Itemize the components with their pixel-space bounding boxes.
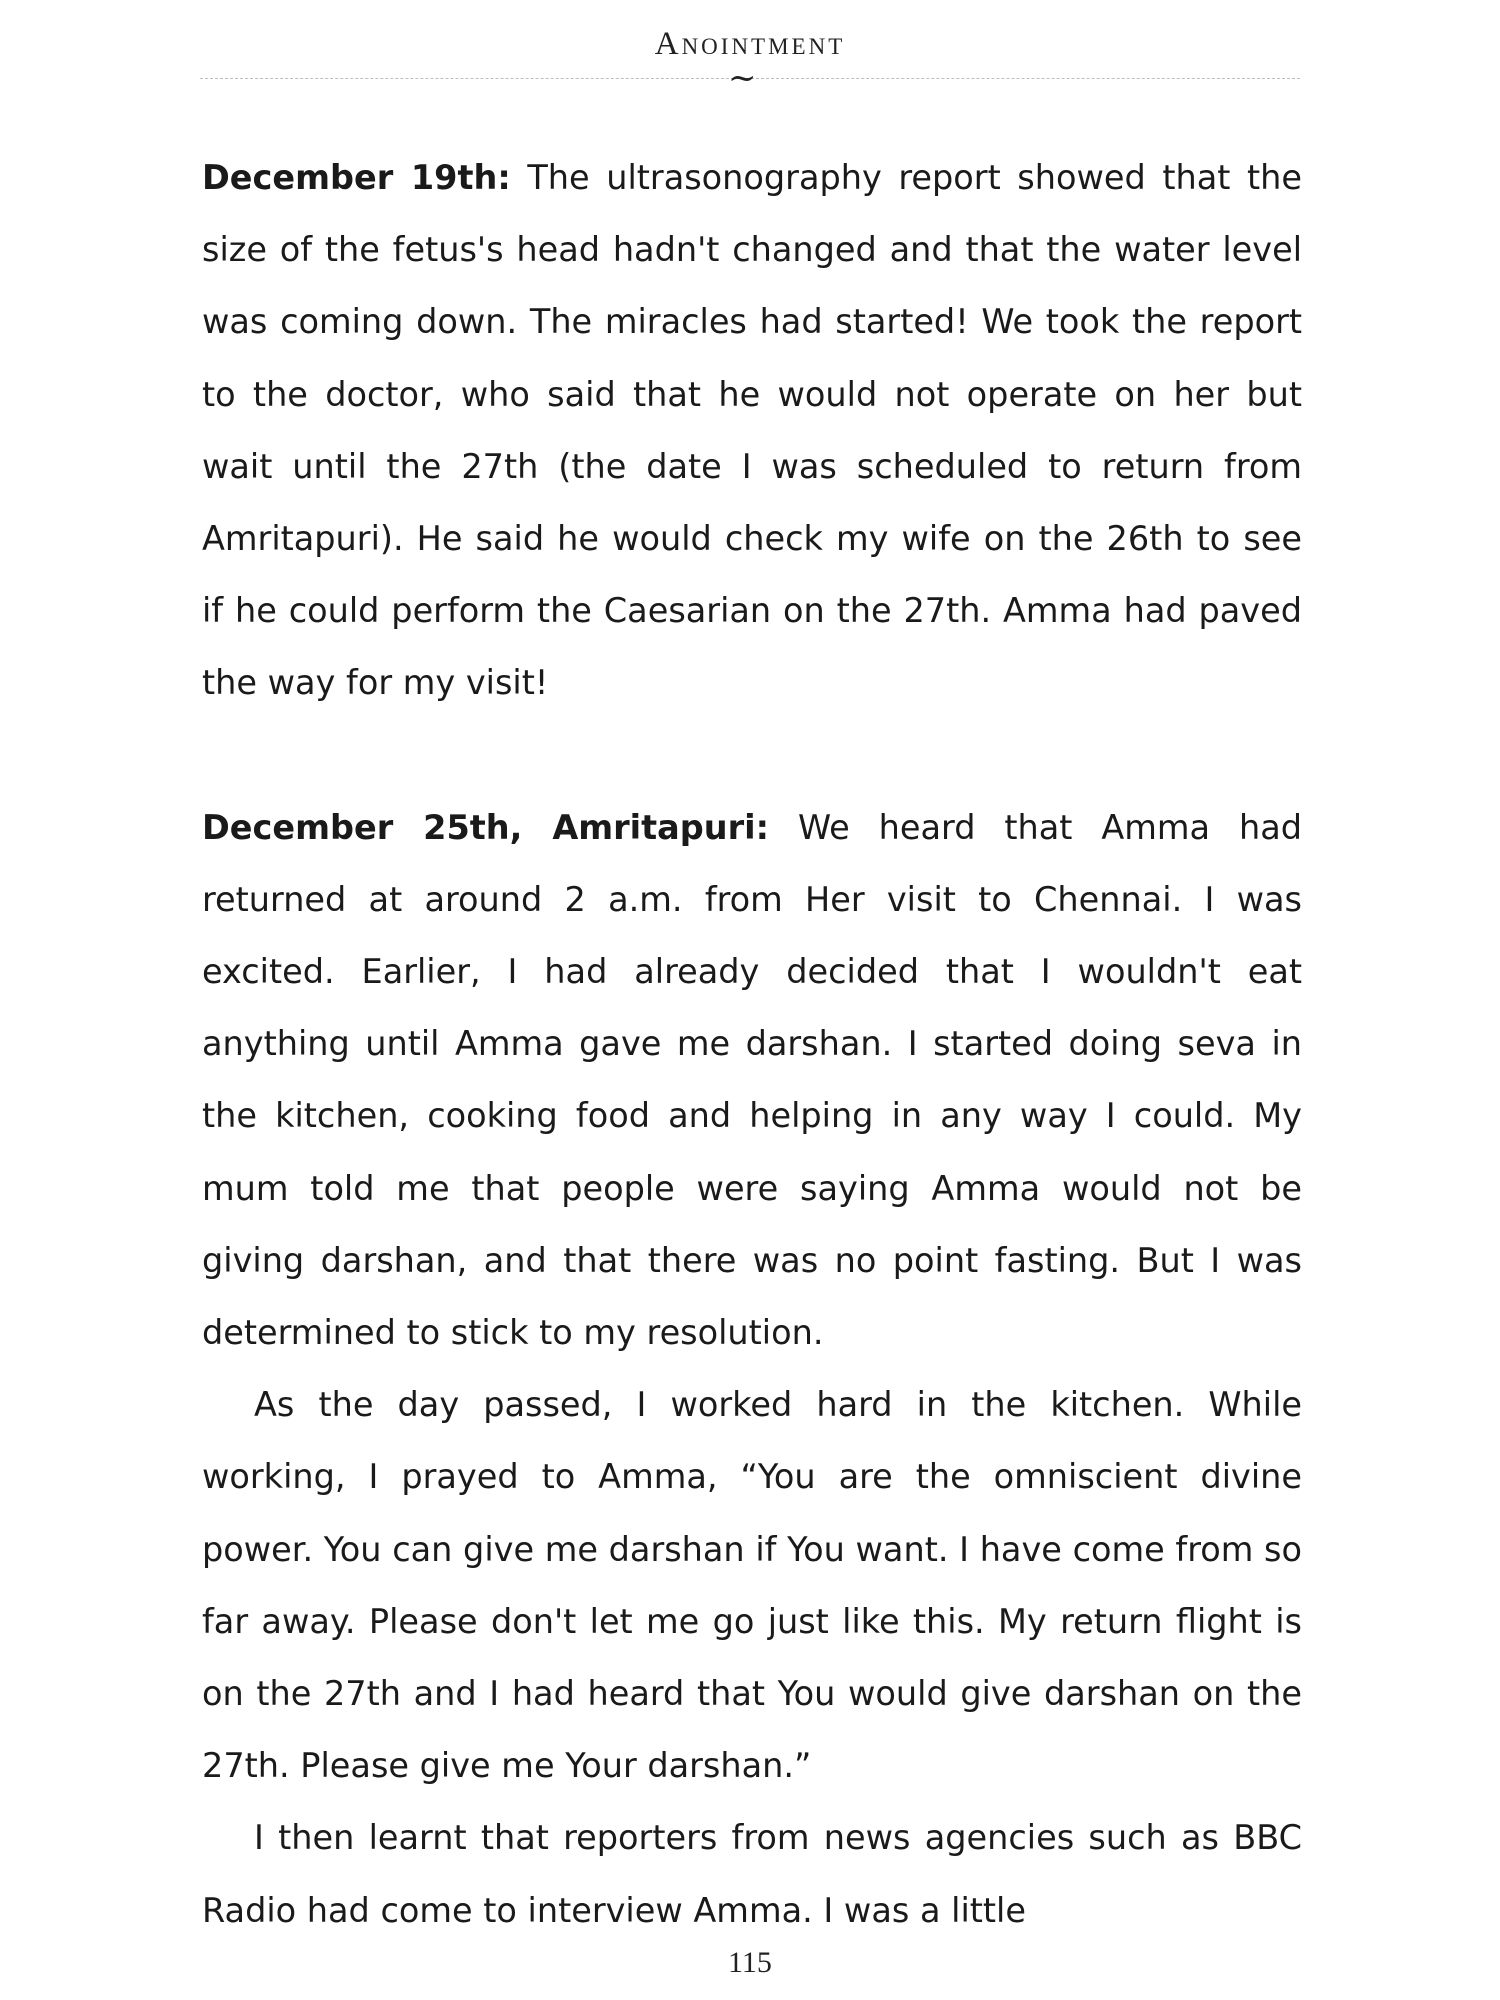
entry-text: We heard that Amma had returned at around 2 a.m. from Her visit to Chennai. I was excited. Earlier, I had already decided that I wouldn't eat anything until Amma gave me darshan. I started doing seva in the kitchen, cooking food and helping in any way I could. My mum told me that people were saying Amma would not be giving darshan, and that there was no point fasting. But I was determined to stick to my resolution. xyxy=(202,807,1302,1353)
entry-text: The ultrasonography report showed that the size of the fetus's head hadn't changed and that the water level was coming down. The miracles had started! We took the report to the doctor, who said that he would not operate on her but wait until the 27th (the date I was scheduled to return from Amritapuri). He said he would check my wife on the 26th to see if he could perform the Caesarian on the 27th. Amma had paved the way for my visit! xyxy=(202,158,1302,703)
diary-entry-dec-25 xyxy=(202,792,1302,1370)
entry-date-label: December 25th, Amritapuri: xyxy=(202,807,770,847)
section-spacer xyxy=(202,720,1302,792)
running-title: Anointment xyxy=(654,26,846,62)
diary-entry-dec-19 xyxy=(202,142,1302,720)
main-text xyxy=(202,142,1302,1947)
header-ornament: ~ xyxy=(728,58,757,98)
page-number: 115 xyxy=(728,1946,772,1979)
entry-date-label: December 19th: xyxy=(202,158,511,197)
paragraph: I then learnt that reporters from news agencies such as BBC Radio had come to interview Amma. I was a little xyxy=(202,1818,1302,1930)
paragraph: As the day passed, I worked hard in the kitchen. While working, I prayed to Amma, “You are the omniscient divine power. You can give me darshan if You want. I have come from so far away. Please don't let me go just like this. My return flight is on the 27th and I had heard that You would give darshan on the 27th. Please give me Your darshan.” xyxy=(202,1385,1302,1786)
